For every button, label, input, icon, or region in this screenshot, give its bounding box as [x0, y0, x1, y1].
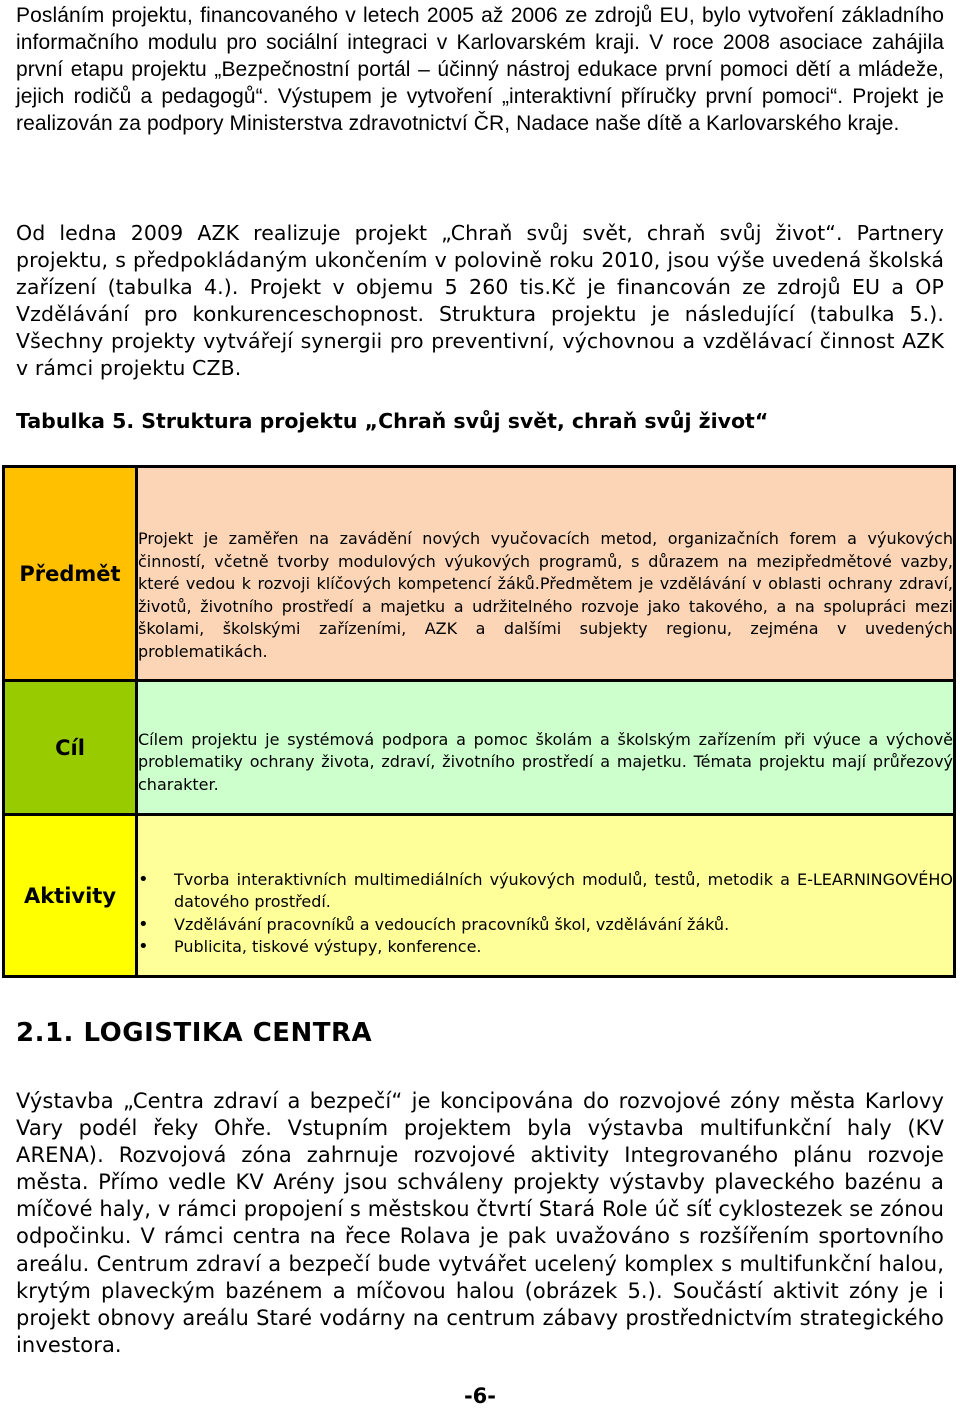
table-row-subject — [4, 467, 955, 681]
page-number: -6- — [463, 1384, 497, 1408]
activity-text: Vzdělávání pracovníků a vedoucích pracovníků škol, vzdělávání žáků. — [174, 914, 730, 934]
list-item — [138, 868, 953, 914]
section-heading: 2.1. LOGISTIKA CENTRA — [16, 1018, 373, 1048]
intro-paragraph-2: Od ledna 2009 AZK realizuje projekt „Chraň svůj svět, chraň svůj život“. Partnery projektu, s předpokládaným ukončením v polovině roku 2010, jsou výše uvedená školská zařízení (tabulka 4.). Projekt v objemu 5 260 tis.Kč je financován ze zdrojů EU a OP Vzdělávání pro konkurenceschopnost. Struktura projektu je následující (tabulka 5.). Všechny projekty vytvářejí synergii pro preventivní, výchovnou a vzdělávací činnost AZK v rámci projektu CZB. — [16, 221, 944, 380]
section-paragraph: Výstavba „Centra zdraví a bezpečí“ je koncipována do rozvojové zóny města Karlovy Vary podél řeky Ohře. Vstupním projektem byla výstavba multifunkční haly (KV ARENA). Rozvojová zóna zahrnuje rozvojové aktivity Integrovaného plánu rozvoje města. Přímo vedle KV Arény jsou schváleny projekty výstavby plaveckého bazénu a míčové haly, v rámci propojení s městskou čtvrtí Stará Role úč síť cyklostezek se zónou odpočinku. V rámci centra na řece Rolava je pak uvažováno s rozšířením sportovního areálu. Centrum zdraví a bezpečí bude vytvářet ucelený komplex s multifunkční halou, krytým plaveckým bazénem a míčovou halou (obrázek 5.). Součástí aktivit zóny je i projekt obnovy areálu Staré vodárny na centrum zábavy prostřednictvím strategického investora. — [16, 1089, 944, 1357]
subject-label: Předmět — [4, 467, 137, 681]
activities-content — [137, 815, 955, 977]
table-row-activities — [4, 815, 955, 977]
activities-label: Aktivity — [4, 815, 137, 977]
table-caption: Tabulka 5. Struktura projektu „Chraň svůj svět, chraň svůj život“ — [16, 409, 769, 433]
project-structure-table — [2, 465, 956, 978]
activity-text: Tvorba interaktivních multimediálních výukových modulů, testů, metodik a E-LEARNINGOVÉHO datového prostředí. — [174, 869, 953, 911]
activity-text: Publicita, tiskové výstupy, konference. — [174, 937, 482, 956]
subject-text: Projekt je zaměřen na zavádění nových vyučovacích metod, organizačních forem a výukových činností, včetně tvorby modulových výukových programů, s důrazem na mezipředmětové vazby, které vedou k rozvoji klíčových kompetencí žáků.Předmětem je vzdělávání v oblasti ochrany zdraví, životů, životního prostředí a majetku a udržitelného rozvoje jako takového, a na spolupráci mezi školami, školskými zařízeními, AZK a dalšími subjekty regionu, zejména v uvedených problematikách. — [137, 467, 955, 681]
bullet-icon: • — [138, 913, 149, 935]
list-item — [138, 936, 953, 959]
activities-list — [138, 869, 953, 959]
table-row-goal — [4, 681, 955, 815]
list-item — [138, 913, 953, 937]
goal-label: Cíl — [4, 681, 137, 815]
intro-paragraph-1: Posláním projektu, financovaného v letech 2005 až 2006 ze zdrojů EU, bylo vytvoření základního informačního modulu pro sociální integraci v Karlovarském kraji. V roce 2008 asociace zahájila první etapu projektu „Bezpečnostní portál – účinný nástroj edukace první pomoci dětí a mládeže, jejich rodičů a pedagogů“. Výstupem je vytvoření „interaktivní příručky první pomoci“. Projekt je realizován za podpory Ministerstva zdravotnictví ČR, Nadace naše dítě a Karlovarského kraje. — [16, 4, 944, 135]
goal-text: Cílem projektu je systémová podpora a pomoc školám a školským zařízením při výuce a výchově problematiky ochrany života, zdraví, životního prostředí a majetku. Témata projektu mají průřezový charakter. — [137, 681, 955, 815]
bullet-icon: • — [138, 936, 149, 957]
bullet-icon: • — [138, 868, 149, 890]
